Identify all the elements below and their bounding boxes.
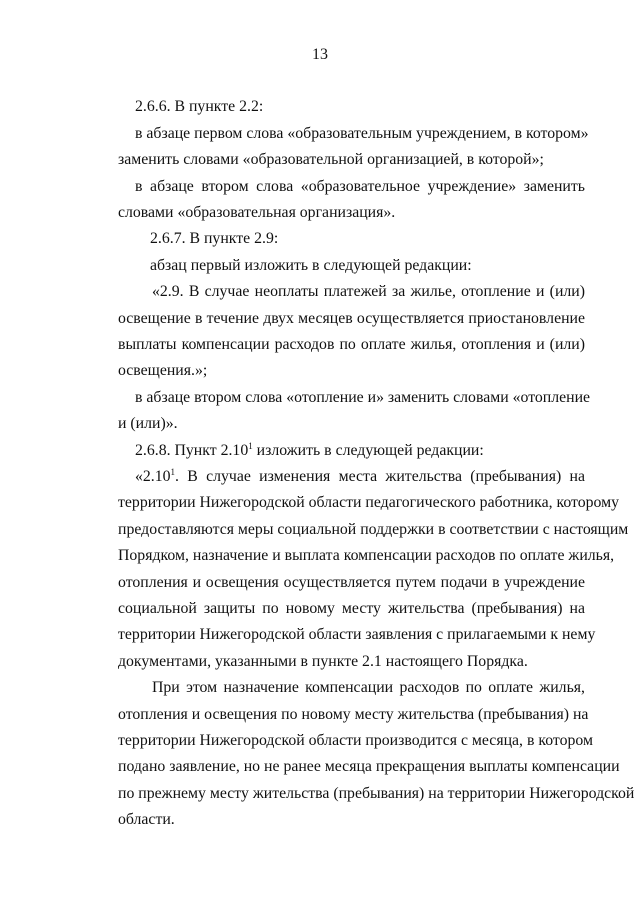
paragraph-line: подано заявление, но не ранее месяца прекращения выплаты компенсации bbox=[118, 758, 620, 775]
paragraph-line: Порядком, назначение и выплата компенсации расходов по оплате жилья, bbox=[118, 547, 615, 564]
paragraph-line: предоставляются меры социальной поддержки в соответствии с настоящим bbox=[118, 521, 629, 538]
paragraph-line: словами «образовательная организация». bbox=[118, 204, 396, 221]
page-number: 13 bbox=[312, 46, 328, 63]
superscript-index: 1 bbox=[248, 441, 253, 451]
paragraph-line: и (или)». bbox=[118, 415, 178, 432]
paragraph-line bbox=[135, 467, 585, 487]
line-text: изложить в следующей редакции: bbox=[252, 442, 484, 459]
paragraph-line: абзац первый изложить в следующей редакции: bbox=[150, 257, 472, 274]
paragraph-line: территории Нижегородской области заявления с прилагаемыми к нему bbox=[118, 626, 596, 643]
line-text: «2.10 bbox=[135, 468, 171, 485]
paragraph-line: социальной защиты по новому месту жительства (пребывания) на bbox=[118, 600, 585, 617]
paragraph-line: области. bbox=[118, 811, 175, 828]
paragraph-line: документами, указанными в пункте 2.1 настоящего Порядка. bbox=[118, 653, 528, 670]
paragraph-line: в абзаце первом слова «образовательным учреждением, в котором» bbox=[135, 125, 589, 142]
paragraph-line: в абзаце втором слова «образовательное учреждение» заменить bbox=[135, 178, 585, 195]
line-text: . В случае изменения места жительства (пребывания) на bbox=[175, 468, 585, 485]
paragraph-line: 2.6.7. В пункте 2.9: bbox=[150, 230, 279, 247]
paragraph-line bbox=[135, 441, 585, 461]
paragraph-line: освещение в течение двух месяцев осуществляется приостановление bbox=[118, 310, 585, 327]
paragraph-line: 2.6.6. В пункте 2.2: bbox=[135, 98, 264, 115]
paragraph-line: освещения.»; bbox=[118, 362, 208, 379]
paragraph-line: выплаты компенсации расходов по оплате жилья, отопления и (или) bbox=[118, 336, 585, 353]
paragraph-line: При этом назначение компенсации расходов по оплате жилья, bbox=[152, 679, 585, 696]
paragraph-line: территории Нижегородской области производится с месяца, в котором bbox=[118, 732, 594, 749]
paragraph-line: по прежнему месту жительства (пребывания) на территории Нижегородской bbox=[118, 785, 635, 802]
paragraph-line: территории Нижегородской области педагогического работника, которому bbox=[118, 494, 620, 511]
paragraph-line: отопления и освещения по новому месту жительства (пребывания) на bbox=[118, 706, 589, 723]
paragraph-line: отопления и освещения осуществляется путем подачи в учреждение bbox=[118, 574, 585, 591]
paragraph-line: в абзаце втором слова «отопление и» заменить словами «отопление bbox=[135, 389, 591, 406]
paragraph-line: «2.9. В случае неоплаты платежей за жилье, отопление и (или) bbox=[152, 283, 585, 300]
line-text: 2.6.8. Пункт 2.10 bbox=[135, 442, 249, 459]
paragraph-line: заменить словами «образовательной организацией, в которой»; bbox=[118, 151, 544, 168]
superscript-index: 1 bbox=[170, 467, 176, 477]
